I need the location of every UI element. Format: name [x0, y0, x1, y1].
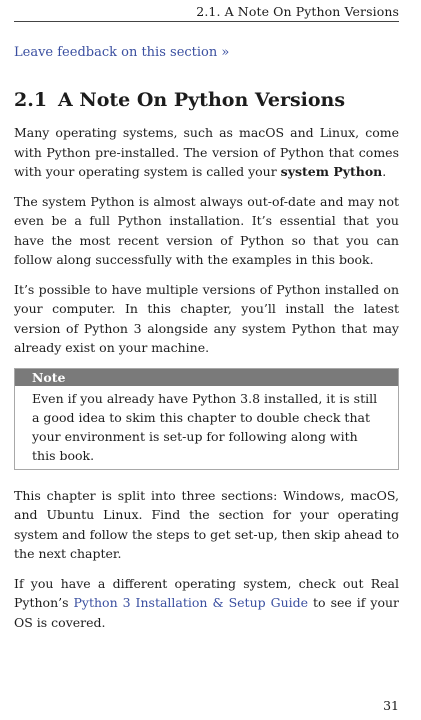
section-title: [14, 88, 399, 112]
page-number: 31: [383, 698, 399, 713]
paragraph-other-os: [14, 574, 399, 633]
paragraph-out-of-date: The system Python is almost always out-of-date and may not even be a full Python installation. It’s essential that you have the most recent version of Python so that you can follow along successfully with the examples in this book.: [14, 193, 399, 267]
note-box: [14, 368, 399, 470]
note-body: Even if you already have Python 3.8 installed, it is still a good idea to skim this chapter to double check that your environment is set-up for following along with this book.: [32, 390, 378, 463]
paragraph-text: If you have a different operating system, check out Real Python’s: [14, 575, 399, 610]
paragraph-chapter-sections: This chapter is split into three sections: Windows, macOS, and Ubuntu Linux. Find the section for your operating system and follow the steps to get set-up, then skip ahead to the next chapter.: [14, 487, 399, 561]
running-header: 2.1. A Note On Python Versions: [196, 4, 399, 19]
bold-term: system Python: [280, 164, 383, 179]
page-content: [14, 123, 399, 642]
setup-guide-link[interactable]: Python 3 Installation & Setup Guide: [73, 595, 309, 610]
section-number: 2.1: [14, 89, 48, 111]
paragraph-text-end: .: [382, 164, 387, 179]
section-title-text: A Note On Python Versions: [58, 89, 346, 111]
note-heading: Note: [15, 369, 398, 386]
paragraph-text-end: to see if your OS is covered.: [14, 595, 399, 630]
feedback-link[interactable]: Leave feedback on this section »: [14, 45, 230, 60]
paragraph-text: Many operating systems, such as macOS and Linux, come with Python pre-installed. The version of Python that comes with your operating system is called your: [14, 125, 399, 179]
paragraph-system-python: [14, 123, 399, 182]
paragraph-multiple-versions: It’s possible to have multiple versions of Python installed on your computer. In this chapter, you’ll install the latest version of Python 3 alongside any system Python that may already exist on your machine.: [14, 281, 399, 355]
header-rule: [14, 21, 399, 22]
